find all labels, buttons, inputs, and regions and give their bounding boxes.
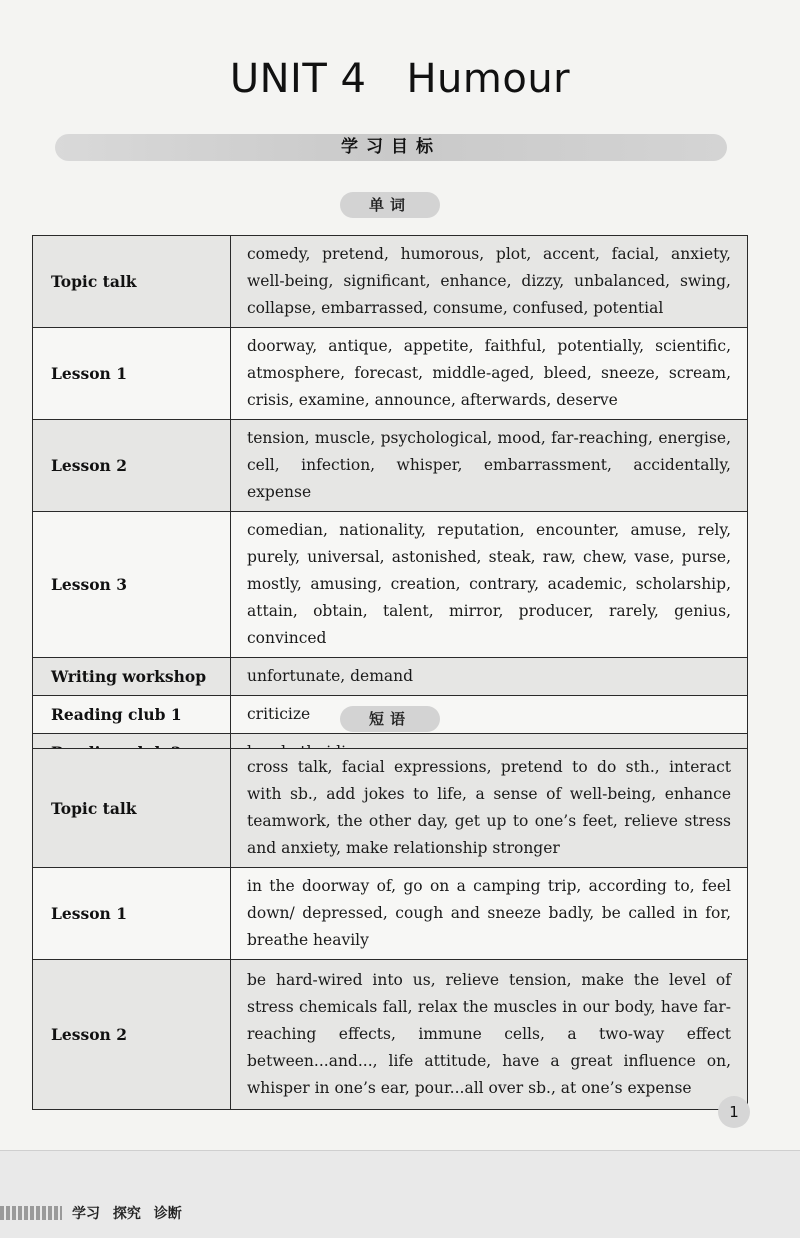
row-label: Topic talk bbox=[33, 749, 231, 868]
row-content: be hard-wired into us, relieve tension, make the level of stress chemicals fall, relax the muscles in our body, have far-reaching effects, immune cells, a two-way effect between...and..., life attitude, have a great influence on, whisper in one’s ear, pour...all over sb., at one’s expense bbox=[231, 960, 748, 1110]
unit-title bbox=[0, 56, 800, 102]
table-row bbox=[33, 960, 748, 1110]
unit-topic: Humour bbox=[406, 56, 571, 102]
row-label: Lesson 1 bbox=[33, 868, 231, 960]
row-content: cross talk, facial expressions, pretend to do sth., interact with sb., add jokes to life, a sense of well-being, enhance teamwork, the other day, get up to one’s feet, relieve stress and anxiety, make relationship stronger bbox=[231, 749, 748, 868]
table-row bbox=[33, 328, 748, 420]
table-row bbox=[33, 749, 748, 868]
row-label: Topic talk bbox=[33, 236, 231, 328]
row-content: doorway, antique, appetite, faithful, potentially, scientific, atmosphere, forecast, middle-aged, bleed, sneeze, scream, crisis, examine, announce, afterwards, deserve bbox=[231, 328, 748, 420]
row-content: comedy, pretend, humorous, plot, accent, facial, anxiety, well-being, significant, enhance, dizzy, unbalanced, swing, collapse, embarrassed, consume, confused, potential bbox=[231, 236, 748, 328]
row-content: criticize bbox=[231, 696, 748, 734]
table-row bbox=[33, 658, 748, 696]
learning-objectives-banner: 学习目标 bbox=[55, 134, 727, 161]
page-number: 1 bbox=[718, 1096, 750, 1128]
unit-number: UNIT 4 bbox=[229, 56, 367, 102]
row-label: Reading club 1 bbox=[33, 696, 231, 734]
row-content: comedian, nationality, reputation, encounter, amuse, rely, purely, universal, astonished, steak, raw, chew, vase, purse, mostly, amusing, creation, contrary, academic, scholarship, attain, obtain, talent, mirror, producer, rarely, genius, convinced bbox=[231, 512, 748, 658]
table-row bbox=[33, 512, 748, 658]
phrases-table bbox=[32, 748, 748, 1110]
row-content: in the doorway of, go on a camping trip, according to, feel down/ depressed, cough and sneeze badly, be called in for, breathe heavily bbox=[231, 868, 748, 960]
row-content: unfortunate, demand bbox=[231, 658, 748, 696]
row-content: tension, muscle, psychological, mood, far-reaching, energise, cell, infection, whisper, embarrassment, accidentally, expense bbox=[231, 420, 748, 512]
row-label: Writing workshop bbox=[33, 658, 231, 696]
footer-stripe-decoration bbox=[0, 1206, 62, 1220]
table-row bbox=[33, 868, 748, 960]
table-row bbox=[33, 420, 748, 512]
row-label: Lesson 1 bbox=[33, 328, 231, 420]
words-table bbox=[32, 235, 748, 772]
footer-series-title: 学习 探究 诊断 bbox=[72, 1206, 182, 1222]
phrases-heading: 短语 bbox=[340, 706, 440, 732]
row-label: Lesson 3 bbox=[33, 512, 231, 658]
words-heading: 单词 bbox=[340, 192, 440, 218]
table-row bbox=[33, 236, 748, 328]
row-label: Lesson 2 bbox=[33, 420, 231, 512]
row-label: Lesson 2 bbox=[33, 960, 231, 1110]
